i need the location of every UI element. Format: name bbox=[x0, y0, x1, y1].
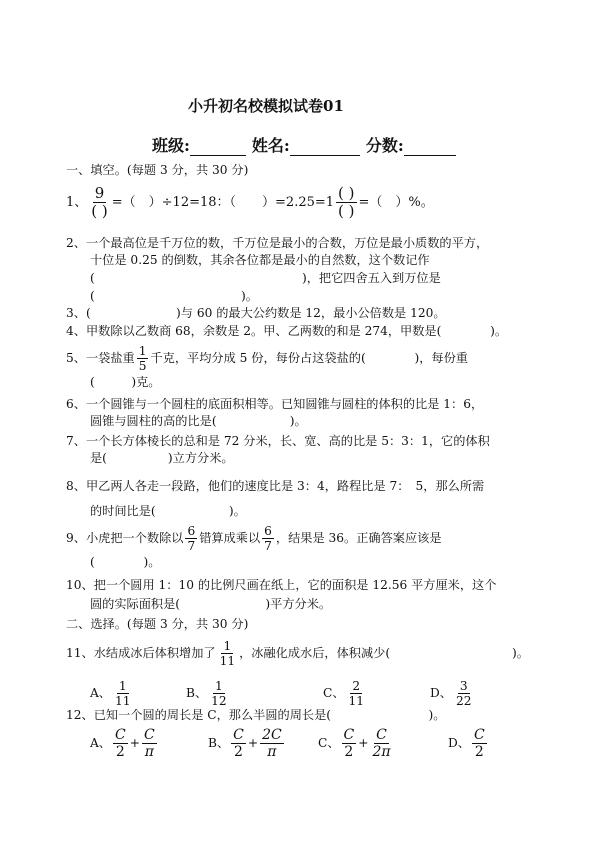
page-title: 小升初名校模拟试卷01 bbox=[188, 97, 344, 115]
q12-b-frac-2 bbox=[260, 728, 284, 759]
q11-numerator: 1 bbox=[223, 639, 232, 653]
q11-a-den: 11 bbox=[115, 694, 131, 709]
q11-b-label: B、 bbox=[186, 686, 208, 701]
q9-f1-numerator: 6 bbox=[187, 524, 196, 538]
name-label: 姓名: bbox=[251, 136, 290, 155]
q12-a-f1-num: C bbox=[115, 727, 126, 743]
q11-d-den: 22 bbox=[455, 694, 472, 709]
q12-c-label: C、 bbox=[318, 736, 340, 750]
q11-b-fraction bbox=[209, 680, 229, 707]
q5-denominator: 5 bbox=[138, 359, 147, 374]
q7-line-1: 7、一个长方体棱长的总和是 72 分米，长、宽、高的比是 5：3：1，它的体积 bbox=[66, 434, 490, 448]
q9-line-1 bbox=[66, 525, 442, 552]
q11-option-a[interactable] bbox=[90, 680, 135, 707]
q5-prefix: 5、一袋盐重 bbox=[66, 351, 135, 366]
score-label: 分数: bbox=[365, 136, 404, 155]
q12-b-f2-den: π bbox=[267, 744, 277, 760]
q12-a-f2-den: π bbox=[144, 744, 154, 760]
q9-f2-denominator: 7 bbox=[264, 539, 272, 554]
q12-b-frac-1 bbox=[231, 728, 246, 759]
q12-d-frac bbox=[472, 728, 487, 759]
q12-a-frac-2 bbox=[142, 728, 157, 759]
q11-option-c[interactable] bbox=[323, 680, 368, 707]
q11-a-label: A、 bbox=[90, 686, 111, 701]
q9-fraction-2 bbox=[262, 525, 274, 552]
q11-b-den: 12 bbox=[211, 694, 227, 709]
q12-b-f1-den: 2 bbox=[234, 744, 243, 760]
q12-c-f1-num: C bbox=[343, 727, 355, 743]
q11-c-fraction bbox=[347, 680, 367, 707]
q1-f1-denominator[interactable]: ( ) bbox=[91, 202, 108, 220]
q9-rest: ，结果是 36。正确答案应该是 bbox=[275, 531, 442, 546]
q12-c-f2-num: C bbox=[376, 727, 387, 743]
q11-d-num: 3 bbox=[459, 679, 468, 693]
q12-d-label: D、 bbox=[448, 736, 470, 750]
q5-fraction bbox=[137, 345, 149, 372]
q12-option-c[interactable] bbox=[318, 728, 395, 759]
q9-line-2: ( )。 bbox=[90, 555, 161, 569]
q12-c-plus: + bbox=[358, 736, 369, 750]
q9-prefix: 9、小虎把一个数除以 bbox=[66, 531, 184, 546]
q10-line-2: 圆的实际面积是( )平方分米。 bbox=[90, 597, 332, 611]
score-blank[interactable] bbox=[404, 141, 456, 156]
q2-line-4: ( )。 bbox=[90, 289, 258, 303]
q12-a-f2-num: C bbox=[143, 727, 155, 743]
q12-c-frac-1 bbox=[342, 728, 357, 759]
q9-f2-numerator: 6 bbox=[264, 524, 272, 538]
section-choice-heading: 二、选择。(每题 3 分，共 30 分) bbox=[66, 617, 249, 631]
q11-denominator: 11 bbox=[219, 654, 236, 669]
q8-line-2: 的时间比是( )。 bbox=[90, 504, 246, 518]
q10-line-1: 10、把一个圆用 1：10 的比例尺画在纸上，它的面积是 12.56 平方厘米，这个 bbox=[66, 578, 497, 592]
q11-a-fraction bbox=[113, 680, 133, 707]
q12-a-plus: + bbox=[129, 736, 140, 750]
q12-a-f1-den: 2 bbox=[115, 744, 125, 760]
q12-b-f2-num: 2C bbox=[262, 727, 282, 743]
q9-f1-denominator: 7 bbox=[187, 539, 196, 554]
q11-d-label: D、 bbox=[430, 686, 452, 701]
q12-stem: 12、已知一个圆的周长是 C，那么半圆的周长是( )。 bbox=[66, 708, 446, 722]
q2-line-2: 十位是 0.25 的倒数，其余各位都是最小的自然数，这个数记作 bbox=[90, 253, 430, 267]
name-blank[interactable] bbox=[290, 141, 360, 156]
q5-rest: 千克，平均分成 5 份，每份占这袋盐的( )，每份重 bbox=[150, 351, 468, 366]
class-label: 班级: bbox=[152, 136, 190, 155]
q11-b-num: 1 bbox=[215, 679, 223, 693]
q12-d-num: C bbox=[473, 727, 485, 743]
q11-c-num: 2 bbox=[352, 679, 361, 693]
q12-d-den: 2 bbox=[474, 744, 484, 760]
q2-line-3: ( )，把它四舍五入到万位是 bbox=[90, 271, 441, 285]
q12-c-frac-2 bbox=[370, 728, 392, 759]
q11-option-d[interactable] bbox=[430, 680, 475, 707]
q12-option-a[interactable] bbox=[90, 728, 159, 759]
q2-line-1: 2、一个最高位是千万位的数，千万位是最小的合数，万位是最小质数的平方， bbox=[66, 236, 489, 250]
q9-fraction-1 bbox=[185, 525, 197, 552]
q11-rest: ，冰融化成水后，体积减少( )。 bbox=[239, 646, 529, 661]
question-3: 3、( )与 60 的最大公约数是 12，最小公倍数是 120。 bbox=[66, 306, 446, 320]
class-blank[interactable] bbox=[190, 141, 246, 156]
q12-option-b[interactable] bbox=[208, 728, 286, 759]
q11-d-fraction bbox=[454, 680, 474, 707]
q11-stem bbox=[66, 640, 529, 667]
q5-numerator: 1 bbox=[138, 344, 147, 358]
student-info-line bbox=[152, 133, 456, 156]
q8-line-1: 8、甲乙两人各走一段路，他们的速度比是 3：4，路程比是 7： 5，那么所需 bbox=[66, 479, 485, 493]
q12-b-plus: + bbox=[247, 736, 259, 750]
q7-line-2: 是( )立方分米。 bbox=[90, 451, 234, 465]
q11-option-b[interactable] bbox=[186, 680, 231, 707]
question-4: 4、甲数除以乙数商 68，余数是 2。甲、乙两数的和是 274，甲数是( )。 bbox=[66, 324, 508, 338]
q1-fraction-2 bbox=[336, 186, 356, 219]
q6-line-1: 6、一个圆锥与一个圆柱的底面积相等。已知圆锥与圆柱的体积的比是 1：6， bbox=[66, 397, 484, 411]
q11-prefix: 11、水结成冰后体积增加了 bbox=[66, 646, 216, 661]
q12-b-label: B、 bbox=[208, 736, 230, 750]
q12-option-d[interactable] bbox=[448, 728, 489, 759]
q5-line-1 bbox=[66, 345, 468, 372]
section-fill-heading: 一、填空。(每题 3 分，共 30 分) bbox=[66, 163, 249, 177]
q6-line-2: 圆锥与圆柱的高的比是( )。 bbox=[90, 414, 307, 428]
q12-a-label: A、 bbox=[90, 736, 111, 750]
q1-equation: =（ ）÷12=18：（ ）=2.25=1 bbox=[111, 195, 335, 210]
q1-fraction-1 bbox=[89, 186, 109, 219]
q1-f2-numerator[interactable]: ( ) bbox=[338, 184, 355, 202]
question-1 bbox=[66, 186, 434, 219]
q5-line-2: ( )克。 bbox=[90, 375, 161, 389]
q11-c-den: 11 bbox=[348, 694, 365, 709]
q1-tail: =（ ）%。 bbox=[358, 195, 434, 210]
q11-fraction bbox=[218, 640, 238, 667]
q9-middle: 错算成乘以 bbox=[199, 531, 261, 546]
q11-c-label: C、 bbox=[323, 686, 345, 701]
q11-a-num: 1 bbox=[118, 679, 127, 693]
q12-b-f1-num: C bbox=[233, 727, 244, 743]
q12-c-f1-den: 2 bbox=[344, 744, 354, 760]
q12-a-frac-1 bbox=[113, 728, 128, 759]
q1-f2-denominator[interactable]: ( ) bbox=[338, 202, 355, 220]
q12-c-f2-den: 2π bbox=[372, 744, 391, 760]
q1-f1-numerator: 9 bbox=[94, 184, 105, 202]
q1-number: 1、 bbox=[66, 195, 88, 210]
